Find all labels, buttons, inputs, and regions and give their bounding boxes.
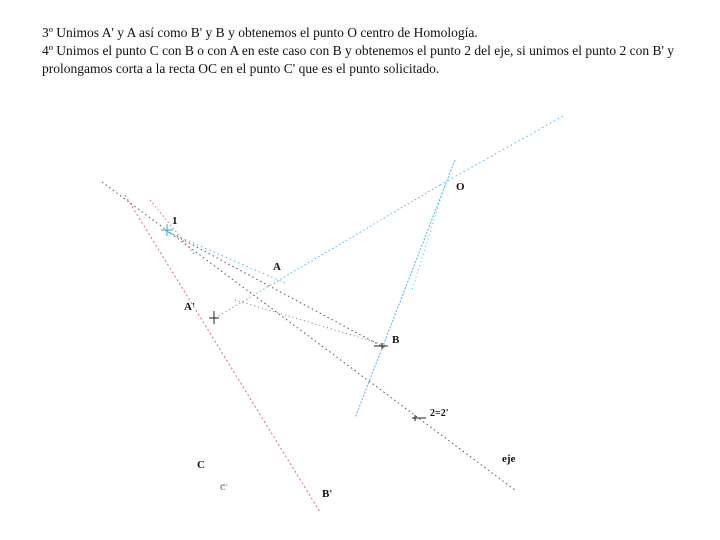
label-c: C bbox=[197, 459, 205, 471]
label-c-prime: C' bbox=[220, 483, 228, 492]
instruction-step-4: 4º Unimos el punto C con B o con A en este caso con B y obtenemos el punto 2 del eje, si unimos el punto 2 con B' y prolongamos corta a la recta OC en el punto C' que es el punto solicitado. bbox=[42, 43, 675, 76]
point-a-prime-marker bbox=[209, 311, 219, 324]
label-b: B bbox=[392, 334, 400, 346]
label-axis: eje bbox=[502, 453, 516, 465]
ray-o-b bbox=[355, 160, 455, 418]
line-a-b bbox=[235, 300, 385, 345]
label-b-prime: B' bbox=[322, 488, 333, 500]
point-2-marker bbox=[412, 415, 426, 421]
instruction-step-3: 3º Unimos A' y A así como B' y B y obtenemos el punto O centro de Homología. bbox=[42, 25, 478, 40]
line-1-a-b bbox=[165, 230, 385, 348]
line-through-1 bbox=[150, 200, 195, 255]
label-a: A bbox=[273, 261, 281, 273]
ray-o-c bbox=[412, 185, 445, 290]
line-1-a bbox=[168, 232, 285, 283]
ray-o-extension bbox=[440, 115, 565, 185]
axis-line bbox=[102, 182, 515, 490]
label-2-2prime: 2=2' bbox=[430, 408, 449, 419]
label-1: 1 bbox=[172, 215, 178, 227]
line-1-a-prime-b-prime bbox=[125, 195, 320, 512]
label-a-prime: A' bbox=[184, 301, 195, 313]
ray-a-prime-a-o bbox=[215, 185, 440, 318]
label-o: O bbox=[456, 181, 465, 193]
